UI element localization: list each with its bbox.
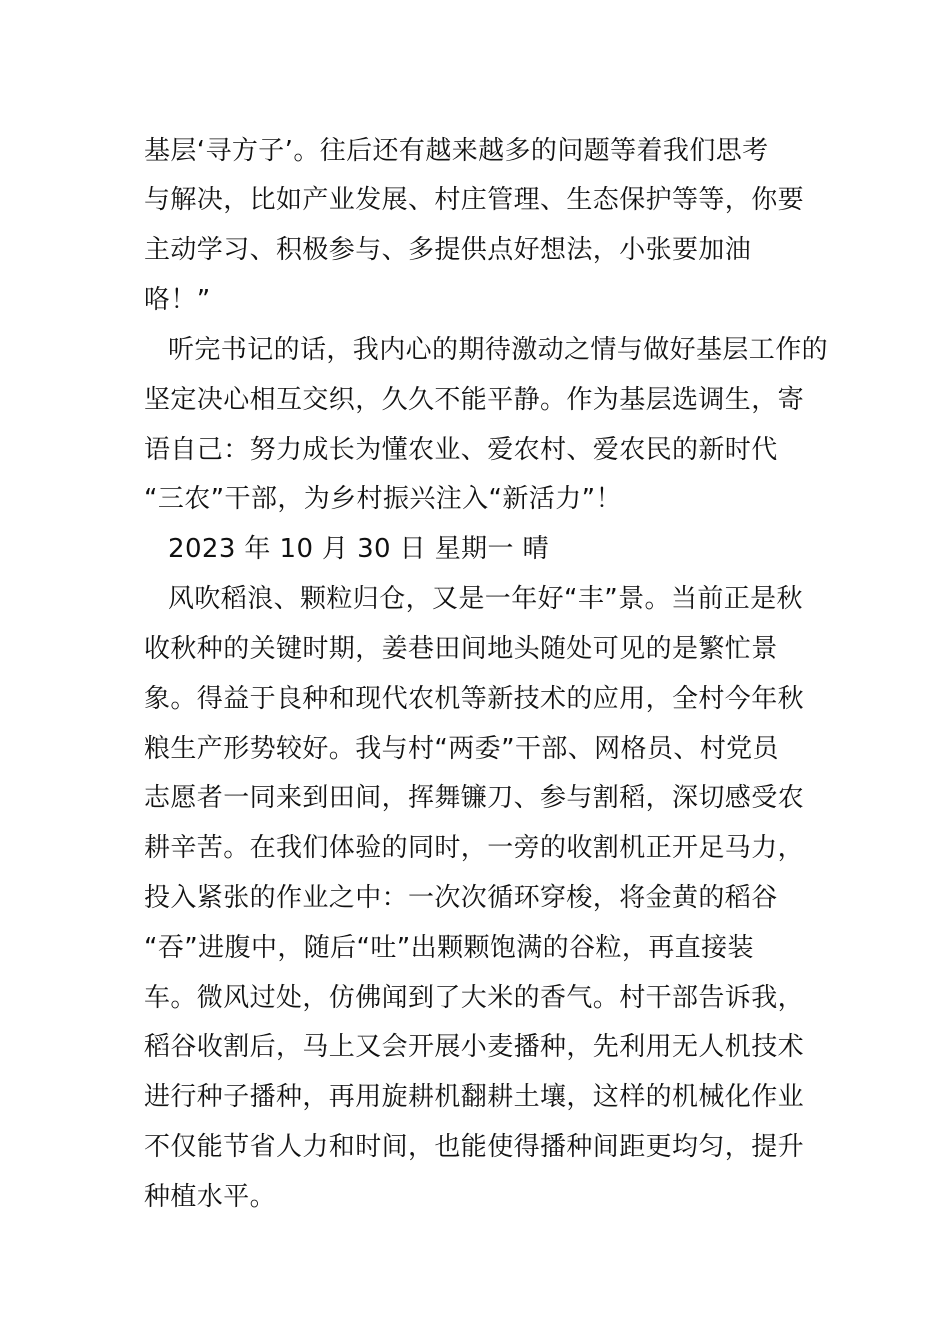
text-line: 坚定决心相互交织，久久不能平静。作为基层选调生，寄 (144, 385, 805, 415)
text-line: 不仅能节省人力和时间，也能使得播种间距更均匀，提升 (144, 1132, 805, 1162)
text-line: “吞”进腹中，随后“吐”出颗颗饱满的谷粒，再直接装 (144, 933, 754, 963)
text-line: 稻谷收割后，马上又会开展小麦播种，先利用无人机技术 (144, 1032, 805, 1062)
text-line: 主动学习、积极参与、多提供点好想法，小张要加油 (144, 235, 752, 265)
text-line: 投入紧张的作业之中：一次次循环穿梭，将金黄的稻谷 (144, 883, 778, 913)
text-line: 收秋种的关键时期，姜巷田间地头随处可见的是繁忙景 (144, 634, 778, 664)
text-line: 志愿者一同来到田间，挥舞镰刀、参与割稻，深切感受农 (144, 783, 805, 813)
diary-date-heading: 2023 年 10 月 30 日 星期一 晴 (168, 534, 549, 564)
text-line: 种植水平。 (144, 1182, 277, 1212)
paragraph-start-line: 风吹稻浪、颗粒归仓，又是一年好“丰”景。当前正是秋 (168, 584, 803, 614)
text-line: 粮生产形势较好。我与村“两委”干部、网格员、村党员 (144, 734, 779, 764)
paragraph-start-line: 听完书记的话，我内心的期待激动之情与做好基层工作的 (168, 335, 829, 365)
text-line: 象。得益于良种和现代农机等新技术的应用，全村今年秋 (144, 684, 805, 714)
text-line: 与解决，比如产业发展、村庄管理、生态保护等等，你要 (144, 185, 805, 215)
text-line: 语自己：努力成长为懂农业、爱农村、爱农民的新时代 (144, 435, 778, 465)
text-line: 咯！” (144, 285, 211, 315)
text-line: 基层‘寻方子’。往后还有越来越多的问题等着我们思考 (144, 136, 769, 166)
text-line: 进行种子播种，再用旋耕机翻耕土壤，这样的机械化作业 (144, 1082, 805, 1112)
text-line: 耕辛苦。在我们体验的同时，一旁的收割机正开足马力， (144, 833, 805, 863)
text-line: “三农”干部，为乡村振兴注入“新活力”！ (144, 484, 622, 514)
text-line: 车。微风过处，仿佛闻到了大米的香气。村干部告诉我， (144, 983, 805, 1013)
